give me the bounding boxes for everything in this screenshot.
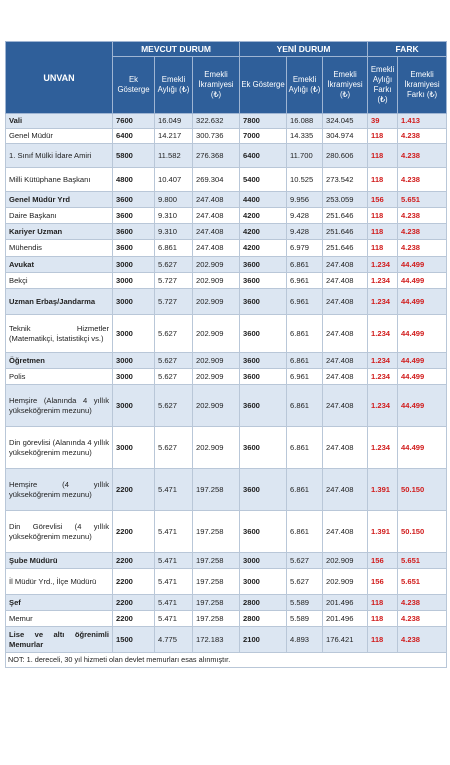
fark-emekli-ayligi-cell: 39 bbox=[368, 114, 398, 129]
mevcut-emekli-ikramiyesi-cell: 197.258 bbox=[193, 569, 240, 595]
table-row bbox=[6, 569, 447, 595]
mevcut-emekli-ayligi-cell: 9.800 bbox=[155, 192, 193, 208]
mevcut-durum-header: MEVCUT DURUM bbox=[113, 42, 240, 57]
yeni-emekli-ayligi-cell: 5.589 bbox=[287, 611, 323, 627]
fark-emekli-ikramiyesi-cell: 50.150 bbox=[398, 469, 447, 511]
mevcut-emekli-ayligi-cell: 6.861 bbox=[155, 240, 193, 257]
mevcut-emekli-ayligi-cell: 5.471 bbox=[155, 595, 193, 611]
yeni-ek-gosterge-cell: 6400 bbox=[240, 144, 287, 168]
mevcut-ek-gosterge-cell: 3000 bbox=[113, 315, 155, 353]
fark-emekli-ikramiyesi-cell: 4.238 bbox=[398, 595, 447, 611]
fark-emekli-ikramiyesi-cell: 5.651 bbox=[398, 192, 447, 208]
unvan-cell: Bekçi bbox=[6, 273, 113, 289]
unvan-cell: Teknik Hizmetler (Matematikçi, İstatistikçi vs.) bbox=[6, 315, 113, 353]
fark-emekli-ikramiyesi-cell: 44.499 bbox=[398, 385, 447, 427]
unvan-cell: Genel Müdür bbox=[6, 129, 113, 144]
fark-emekli-ikramiyesi-cell: 1.413 bbox=[398, 114, 447, 129]
table-row bbox=[6, 114, 447, 129]
pension-comparison-table-wrapper bbox=[5, 41, 446, 668]
yeni-ek-gosterge-cell: 4400 bbox=[240, 192, 287, 208]
table-row bbox=[6, 511, 447, 553]
mevcut-ek-gosterge-cell: 4800 bbox=[113, 168, 155, 192]
yeni-ek-gosterge-cell: 3000 bbox=[240, 553, 287, 569]
yeni-emekli-ayligi-cell: 6.861 bbox=[287, 511, 323, 553]
fark-emekli-ikramiyesi-cell: 44.499 bbox=[398, 289, 447, 315]
mevcut-emekli-ayligi-cell: 9.310 bbox=[155, 224, 193, 240]
mevcut-emekli-ayligi-cell: 4.775 bbox=[155, 627, 193, 653]
table-row bbox=[6, 353, 447, 369]
yeni-emekli-ayligi-cell: 6.861 bbox=[287, 469, 323, 511]
mevcut-ek-gosterge-cell: 3000 bbox=[113, 257, 155, 273]
yeni-ek-gosterge-cell: 3600 bbox=[240, 315, 287, 353]
yeni-emekli-ayligi-cell: 6.961 bbox=[287, 273, 323, 289]
table-row bbox=[6, 240, 447, 257]
mevcut-emekli-ikramiyesi-header: Emekli İkramiyesi (₺) bbox=[193, 57, 240, 114]
yeni-emekli-ayligi-cell: 6.861 bbox=[287, 315, 323, 353]
yeni-emekli-ikramiyesi-cell: 247.408 bbox=[323, 315, 368, 353]
yeni-emekli-ayligi-cell: 9.428 bbox=[287, 224, 323, 240]
fark-emekli-ayligi-cell: 1.234 bbox=[368, 315, 398, 353]
yeni-emekli-ikramiyesi-cell: 251.646 bbox=[323, 208, 368, 224]
yeni-emekli-ikramiyesi-cell: 247.408 bbox=[323, 511, 368, 553]
yeni-ek-gosterge-cell: 3600 bbox=[240, 511, 287, 553]
yeni-emekli-ikramiyesi-cell: 247.408 bbox=[323, 289, 368, 315]
unvan-header: UNVAN bbox=[6, 42, 113, 114]
fark-emekli-ayligi-cell: 1.391 bbox=[368, 469, 398, 511]
fark-emekli-ayligi-cell: 118 bbox=[368, 627, 398, 653]
table-row bbox=[6, 427, 447, 469]
yeni-emekli-ayligi-cell: 5.627 bbox=[287, 553, 323, 569]
yeni-emekli-ayligi-cell: 6.861 bbox=[287, 427, 323, 469]
unvan-cell: Şef bbox=[6, 595, 113, 611]
unvan-cell: Hemşire (4 yıllık yükseköğrenim mezunu) bbox=[6, 469, 113, 511]
fark-emekli-ayligi-cell: 118 bbox=[368, 129, 398, 144]
mevcut-emekli-ikramiyesi-cell: 300.736 bbox=[193, 129, 240, 144]
yeni-ek-gosterge-cell: 4200 bbox=[240, 224, 287, 240]
mevcut-emekli-ikramiyesi-cell: 202.909 bbox=[193, 369, 240, 385]
yeni-emekli-ikramiyesi-cell: 280.606 bbox=[323, 144, 368, 168]
yeni-emekli-ayligi-cell: 11.700 bbox=[287, 144, 323, 168]
fark-emekli-ayligi-cell: 118 bbox=[368, 168, 398, 192]
yeni-emekli-ikramiyesi-cell: 201.496 bbox=[323, 611, 368, 627]
fark-emekli-ikramiyesi-cell: 4.238 bbox=[398, 208, 447, 224]
fark-emekli-ayligi-cell: 156 bbox=[368, 553, 398, 569]
fark-emekli-ikramiyesi-cell: 50.150 bbox=[398, 511, 447, 553]
table-row bbox=[6, 369, 447, 385]
mevcut-emekli-ayligi-cell: 5.627 bbox=[155, 385, 193, 427]
mevcut-emekli-ayligi-cell: 10.407 bbox=[155, 168, 193, 192]
unvan-cell: Din Görevlisi (4 yıllık yükseköğrenim mezunu) bbox=[6, 511, 113, 553]
fark-emekli-ikramiyesi-cell: 4.238 bbox=[398, 168, 447, 192]
yeni-emekli-ayligi-cell: 5.589 bbox=[287, 595, 323, 611]
unvan-cell: Polis bbox=[6, 369, 113, 385]
yeni-ek-gosterge-cell: 2800 bbox=[240, 611, 287, 627]
mevcut-emekli-ayligi-header: Emekli Aylığı (₺) bbox=[155, 57, 193, 114]
mevcut-emekli-ikramiyesi-cell: 247.408 bbox=[193, 192, 240, 208]
unvan-cell: Kariyer Uzman bbox=[6, 224, 113, 240]
yeni-emekli-ikramiyesi-cell: 247.408 bbox=[323, 273, 368, 289]
mevcut-emekli-ikramiyesi-cell: 276.368 bbox=[193, 144, 240, 168]
mevcut-ek-gosterge-cell: 3000 bbox=[113, 353, 155, 369]
table-row bbox=[6, 627, 447, 653]
fark-emekli-ayligi-cell: 156 bbox=[368, 569, 398, 595]
yeni-emekli-ayligi-header: Emekli Aylığı (₺) bbox=[287, 57, 323, 114]
mevcut-emekli-ikramiyesi-cell: 247.408 bbox=[193, 240, 240, 257]
mevcut-emekli-ayligi-cell: 16.049 bbox=[155, 114, 193, 129]
yeni-emekli-ayligi-cell: 14.335 bbox=[287, 129, 323, 144]
mevcut-emekli-ikramiyesi-cell: 247.408 bbox=[193, 224, 240, 240]
mevcut-emekli-ayligi-cell: 5.471 bbox=[155, 569, 193, 595]
table-row bbox=[6, 129, 447, 144]
yeni-ek-gosterge-cell: 7000 bbox=[240, 129, 287, 144]
mevcut-emekli-ikramiyesi-cell: 269.304 bbox=[193, 168, 240, 192]
mevcut-ek-gosterge-cell: 5800 bbox=[113, 144, 155, 168]
yeni-emekli-ayligi-cell: 6.861 bbox=[287, 353, 323, 369]
fark-emekli-ayligi-cell: 118 bbox=[368, 240, 398, 257]
fark-emekli-ayligi-header: Emekli Aylığı Farkı (₺) bbox=[368, 57, 398, 114]
yeni-durum-header: YENİ DURUM bbox=[240, 42, 368, 57]
yeni-ek-gosterge-cell: 2100 bbox=[240, 627, 287, 653]
fark-emekli-ikramiyesi-cell: 44.499 bbox=[398, 315, 447, 353]
unvan-cell: Hemşire (Alanında 4 yıllık yükseköğrenim mezunu) bbox=[6, 385, 113, 427]
yeni-ek-gosterge-cell: 3000 bbox=[240, 569, 287, 595]
table-row bbox=[6, 469, 447, 511]
fark-emekli-ikramiyesi-cell: 44.499 bbox=[398, 369, 447, 385]
fark-emekli-ayligi-cell: 118 bbox=[368, 595, 398, 611]
mevcut-emekli-ayligi-cell: 5.727 bbox=[155, 273, 193, 289]
fark-emekli-ikramiyesi-cell: 5.651 bbox=[398, 553, 447, 569]
yeni-emekli-ayligi-cell: 5.627 bbox=[287, 569, 323, 595]
yeni-emekli-ikramiyesi-cell: 304.974 bbox=[323, 129, 368, 144]
yeni-emekli-ayligi-cell: 6.961 bbox=[287, 369, 323, 385]
fark-emekli-ayligi-cell: 1.234 bbox=[368, 353, 398, 369]
mevcut-emekli-ikramiyesi-cell: 202.909 bbox=[193, 385, 240, 427]
mevcut-emekli-ayligi-cell: 5.471 bbox=[155, 469, 193, 511]
mevcut-emekli-ayligi-cell: 5.471 bbox=[155, 511, 193, 553]
table-row bbox=[6, 385, 447, 427]
yeni-emekli-ayligi-cell: 10.525 bbox=[287, 168, 323, 192]
yeni-ek-gosterge-cell: 2800 bbox=[240, 595, 287, 611]
mevcut-ek-gosterge-cell: 3000 bbox=[113, 385, 155, 427]
yeni-emekli-ayligi-cell: 4.893 bbox=[287, 627, 323, 653]
unvan-cell: Memur bbox=[6, 611, 113, 627]
fark-emekli-ikramiyesi-cell: 4.238 bbox=[398, 144, 447, 168]
yeni-emekli-ikramiyesi-cell: 251.646 bbox=[323, 240, 368, 257]
yeni-ek-gosterge-cell: 4200 bbox=[240, 208, 287, 224]
yeni-emekli-ikramiyesi-cell: 247.408 bbox=[323, 369, 368, 385]
unvan-cell: Milli Kütüphane Başkanı bbox=[6, 168, 113, 192]
fark-emekli-ikramiyesi-cell: 4.238 bbox=[398, 224, 447, 240]
fark-emekli-ikramiyesi-cell: 44.499 bbox=[398, 353, 447, 369]
fark-emekli-ikramiyesi-header: Emekli İkramiyesi Farkı (₺) bbox=[398, 57, 447, 114]
yeni-emekli-ikramiyesi-cell: 324.045 bbox=[323, 114, 368, 129]
mevcut-emekli-ayligi-cell: 5.627 bbox=[155, 257, 193, 273]
mevcut-ek-gosterge-cell: 3000 bbox=[113, 289, 155, 315]
table-row bbox=[6, 315, 447, 353]
yeni-emekli-ikramiyesi-cell: 247.408 bbox=[323, 469, 368, 511]
yeni-ek-gosterge-cell: 3600 bbox=[240, 385, 287, 427]
mevcut-emekli-ayligi-cell: 5.627 bbox=[155, 315, 193, 353]
mevcut-emekli-ayligi-cell: 5.627 bbox=[155, 427, 193, 469]
mevcut-emekli-ikramiyesi-cell: 247.408 bbox=[193, 208, 240, 224]
mevcut-emekli-ayligi-cell: 5.471 bbox=[155, 611, 193, 627]
unvan-cell: Vali bbox=[6, 114, 113, 129]
yeni-emekli-ikramiyesi-cell: 253.059 bbox=[323, 192, 368, 208]
table-row bbox=[6, 289, 447, 315]
table-row bbox=[6, 273, 447, 289]
yeni-ek-gosterge-cell: 4200 bbox=[240, 240, 287, 257]
fark-emekli-ayligi-cell: 118 bbox=[368, 144, 398, 168]
mevcut-emekli-ikramiyesi-cell: 202.909 bbox=[193, 289, 240, 315]
mevcut-ek-gosterge-cell: 2200 bbox=[113, 553, 155, 569]
mevcut-ek-gosterge-cell: 3600 bbox=[113, 224, 155, 240]
fark-emekli-ikramiyesi-cell: 4.238 bbox=[398, 240, 447, 257]
fark-emekli-ayligi-cell: 118 bbox=[368, 611, 398, 627]
yeni-ek-gosterge-cell: 3600 bbox=[240, 369, 287, 385]
mevcut-ek-gosterge-cell: 3000 bbox=[113, 273, 155, 289]
mevcut-ek-gosterge-cell: 2200 bbox=[113, 511, 155, 553]
fark-emekli-ayligi-cell: 1.234 bbox=[368, 273, 398, 289]
table-row bbox=[6, 595, 447, 611]
fark-emekli-ayligi-cell: 1.234 bbox=[368, 289, 398, 315]
mevcut-emekli-ikramiyesi-cell: 202.909 bbox=[193, 427, 240, 469]
fark-emekli-ikramiyesi-cell: 4.238 bbox=[398, 627, 447, 653]
unvan-cell: Lise ve altı öğrenimli Memurlar bbox=[6, 627, 113, 653]
unvan-cell: Avukat bbox=[6, 257, 113, 273]
mevcut-emekli-ayligi-cell: 9.310 bbox=[155, 208, 193, 224]
yeni-emekli-ikramiyesi-cell: 176.421 bbox=[323, 627, 368, 653]
mevcut-ek-gosterge-cell: 2200 bbox=[113, 569, 155, 595]
fark-emekli-ayligi-cell: 1.234 bbox=[368, 257, 398, 273]
yeni-emekli-ikramiyesi-header: Emekli İkramiyesi (₺) bbox=[323, 57, 368, 114]
mevcut-emekli-ikramiyesi-cell: 197.258 bbox=[193, 511, 240, 553]
yeni-emekli-ikramiyesi-cell: 202.909 bbox=[323, 553, 368, 569]
yeni-ek-gosterge-header: Ek Gösterge bbox=[240, 57, 287, 114]
table-row bbox=[6, 224, 447, 240]
table-row bbox=[6, 192, 447, 208]
fark-emekli-ayligi-cell: 118 bbox=[368, 224, 398, 240]
mevcut-ek-gosterge-cell: 6400 bbox=[113, 129, 155, 144]
unvan-cell: Genel Müdür Yrd bbox=[6, 192, 113, 208]
fark-emekli-ikramiyesi-cell: 5.651 bbox=[398, 569, 447, 595]
mevcut-emekli-ikramiyesi-cell: 197.258 bbox=[193, 595, 240, 611]
unvan-cell: Şube Müdürü bbox=[6, 553, 113, 569]
fark-emekli-ikramiyesi-cell: 4.238 bbox=[398, 611, 447, 627]
mevcut-emekli-ikramiyesi-cell: 322.632 bbox=[193, 114, 240, 129]
mevcut-ek-gosterge-cell: 7600 bbox=[113, 114, 155, 129]
mevcut-ek-gosterge-cell: 3000 bbox=[113, 369, 155, 385]
mevcut-ek-gosterge-cell: 3600 bbox=[113, 208, 155, 224]
yeni-emekli-ayligi-cell: 6.979 bbox=[287, 240, 323, 257]
pension-comparison-table bbox=[5, 41, 447, 668]
yeni-emekli-ayligi-cell: 6.861 bbox=[287, 257, 323, 273]
fark-emekli-ayligi-cell: 118 bbox=[368, 208, 398, 224]
yeni-emekli-ikramiyesi-cell: 247.408 bbox=[323, 353, 368, 369]
unvan-cell: Din görevlisi (Alanında 4 yıllık yükseköğrenim mezunu) bbox=[6, 427, 113, 469]
fark-header: FARK bbox=[368, 42, 447, 57]
yeni-emekli-ayligi-cell: 6.961 bbox=[287, 289, 323, 315]
unvan-cell: İl Müdür Yrd., İlçe Müdürü bbox=[6, 569, 113, 595]
mevcut-emekli-ayligi-cell: 14.217 bbox=[155, 129, 193, 144]
unvan-cell: Uzman Erbaş/Jandarma bbox=[6, 289, 113, 315]
table-note: NOT: 1. dereceli, 30 yıl hizmeti olan devlet memurları esas alınmıştır. bbox=[6, 653, 447, 668]
yeni-emekli-ayligi-cell: 9.428 bbox=[287, 208, 323, 224]
mevcut-ek-gosterge-cell: 2200 bbox=[113, 611, 155, 627]
yeni-emekli-ayligi-cell: 6.861 bbox=[287, 385, 323, 427]
fark-emekli-ikramiyesi-cell: 44.499 bbox=[398, 257, 447, 273]
table-body bbox=[6, 114, 447, 653]
yeni-emekli-ikramiyesi-cell: 273.542 bbox=[323, 168, 368, 192]
mevcut-emekli-ayligi-cell: 5.471 bbox=[155, 553, 193, 569]
mevcut-emekli-ikramiyesi-cell: 172.183 bbox=[193, 627, 240, 653]
mevcut-ek-gosterge-cell: 3600 bbox=[113, 240, 155, 257]
mevcut-ek-gosterge-cell: 2200 bbox=[113, 469, 155, 511]
yeni-ek-gosterge-cell: 3600 bbox=[240, 353, 287, 369]
unvan-cell: Öğretmen bbox=[6, 353, 113, 369]
mevcut-emekli-ikramiyesi-cell: 202.909 bbox=[193, 257, 240, 273]
mevcut-ek-gosterge-cell: 1500 bbox=[113, 627, 155, 653]
fark-emekli-ayligi-cell: 1.234 bbox=[368, 369, 398, 385]
mevcut-emekli-ikramiyesi-cell: 202.909 bbox=[193, 353, 240, 369]
table-row bbox=[6, 553, 447, 569]
yeni-ek-gosterge-cell: 3600 bbox=[240, 427, 287, 469]
yeni-emekli-ikramiyesi-cell: 247.408 bbox=[323, 257, 368, 273]
table-row bbox=[6, 144, 447, 168]
fark-emekli-ayligi-cell: 1.391 bbox=[368, 511, 398, 553]
mevcut-ek-gosterge-cell: 3600 bbox=[113, 192, 155, 208]
yeni-ek-gosterge-cell: 3600 bbox=[240, 257, 287, 273]
fark-emekli-ikramiyesi-cell: 4.238 bbox=[398, 129, 447, 144]
unvan-cell: 1. Sınıf Mülki İdare Amiri bbox=[6, 144, 113, 168]
yeni-emekli-ikramiyesi-cell: 251.646 bbox=[323, 224, 368, 240]
fark-emekli-ayligi-cell: 156 bbox=[368, 192, 398, 208]
fark-emekli-ayligi-cell: 1.234 bbox=[368, 427, 398, 469]
unvan-cell: Daire Başkanı bbox=[6, 208, 113, 224]
yeni-ek-gosterge-cell: 3600 bbox=[240, 273, 287, 289]
yeni-emekli-ikramiyesi-cell: 201.496 bbox=[323, 595, 368, 611]
table-row bbox=[6, 168, 447, 192]
yeni-ek-gosterge-cell: 5400 bbox=[240, 168, 287, 192]
yeni-emekli-ayligi-cell: 9.956 bbox=[287, 192, 323, 208]
fark-emekli-ikramiyesi-cell: 44.499 bbox=[398, 427, 447, 469]
mevcut-emekli-ikramiyesi-cell: 202.909 bbox=[193, 273, 240, 289]
mevcut-ek-gosterge-header: Ek Gösterge bbox=[113, 57, 155, 114]
yeni-ek-gosterge-cell: 3600 bbox=[240, 469, 287, 511]
mevcut-emekli-ikramiyesi-cell: 197.258 bbox=[193, 611, 240, 627]
yeni-ek-gosterge-cell: 3600 bbox=[240, 289, 287, 315]
table-row bbox=[6, 208, 447, 224]
yeni-emekli-ikramiyesi-cell: 247.408 bbox=[323, 427, 368, 469]
yeni-emekli-ikramiyesi-cell: 247.408 bbox=[323, 385, 368, 427]
unvan-cell: Mühendis bbox=[6, 240, 113, 257]
mevcut-emekli-ikramiyesi-cell: 197.258 bbox=[193, 469, 240, 511]
table-row bbox=[6, 257, 447, 273]
yeni-emekli-ikramiyesi-cell: 202.909 bbox=[323, 569, 368, 595]
mevcut-emekli-ikramiyesi-cell: 197.258 bbox=[193, 553, 240, 569]
mevcut-emekli-ayligi-cell: 5.627 bbox=[155, 369, 193, 385]
yeni-emekli-ayligi-cell: 16.088 bbox=[287, 114, 323, 129]
mevcut-emekli-ayligi-cell: 11.582 bbox=[155, 144, 193, 168]
fark-emekli-ikramiyesi-cell: 44.499 bbox=[398, 273, 447, 289]
fark-emekli-ayligi-cell: 1.234 bbox=[368, 385, 398, 427]
table-row bbox=[6, 611, 447, 627]
mevcut-emekli-ayligi-cell: 5.727 bbox=[155, 289, 193, 315]
mevcut-ek-gosterge-cell: 3000 bbox=[113, 427, 155, 469]
mevcut-ek-gosterge-cell: 2200 bbox=[113, 595, 155, 611]
mevcut-emekli-ikramiyesi-cell: 202.909 bbox=[193, 315, 240, 353]
yeni-ek-gosterge-cell: 7800 bbox=[240, 114, 287, 129]
mevcut-emekli-ayligi-cell: 5.627 bbox=[155, 353, 193, 369]
